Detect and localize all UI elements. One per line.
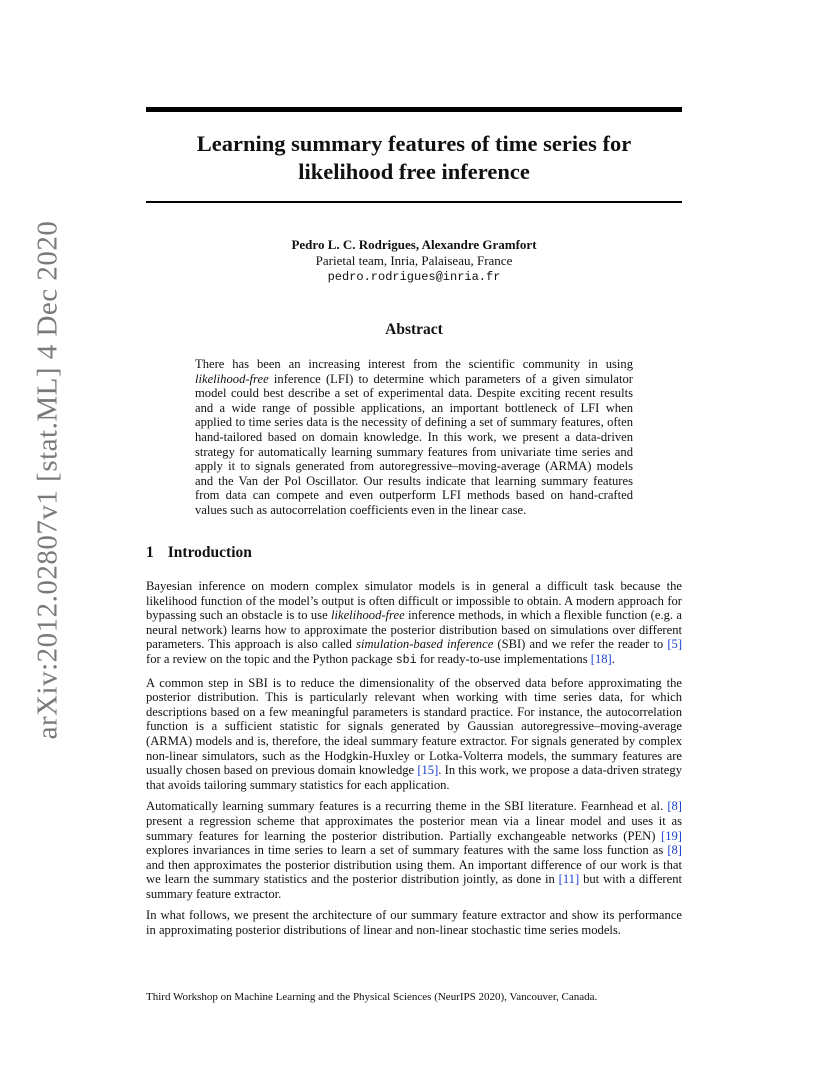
paper-title bbox=[146, 130, 682, 186]
p3-text: present a regression scheme that approximates the posterior mean via a linear model and uses it as summary features for learning the posterior distribution. Partially exchangeable networks (PEN) bbox=[146, 813, 682, 843]
p1-italic-term: likelihood-free bbox=[331, 608, 405, 623]
workshop-footnote: Third Workshop on Machine Learning and the Physical Sciences (NeurIPS 2020), Vancouver, Canada. bbox=[146, 991, 598, 1003]
section-heading-introduction bbox=[146, 544, 252, 562]
title-bottom-rule bbox=[146, 201, 682, 203]
p3-text: and then approximates the posterior distribution using them. An important difference of our work is that we learn the summary statistics and the posterior distribution jointly, as done in bbox=[146, 857, 682, 887]
abstract-body bbox=[195, 357, 633, 518]
citation-link[interactable]: [15] bbox=[417, 763, 439, 778]
author-affiliation: Parietal team, Inria, Palaiseau, France bbox=[315, 253, 513, 268]
p4-text: In what follows, we present the architecture of our summary feature extractor and show its performance in approximating posterior distributions of linear and non-linear stochastic time series models. bbox=[146, 908, 682, 938]
abstract-heading: Abstract bbox=[385, 321, 443, 338]
abstract-text-1: There has been an increasing interest from the scientific community in using bbox=[195, 357, 633, 371]
paragraph-2 bbox=[146, 676, 682, 793]
p2-text: A common step in SBI is to reduce the dimensionality of the observed data before approximating the posterior distribution. This is particularly relevant when working with time series data, for which descriptions based on a few meaningful parameters is standard practice. For instance, the autocorrelation function is a sufficient statistic for signals generated by Gaussian autoregressive–moving-average (ARMA) models and is, therefore, the ideal summary feature extractor. For signals generated by complex non-linear simulators, such as the Hodgkin-Huxley or Lotka-Volterra models, the summary features are usually chosen based on previous domain knowledge bbox=[146, 675, 682, 778]
title-line-1: Learning summary features of time series for bbox=[196, 131, 632, 156]
author-block bbox=[146, 237, 682, 285]
author-email[interactable]: pedro.rodrigues@inria.fr bbox=[327, 270, 501, 284]
p1-italic-term: simulation-based inference bbox=[356, 637, 494, 652]
citation-link[interactable]: [18] bbox=[590, 651, 612, 666]
citation-link[interactable]: [5] bbox=[667, 637, 683, 652]
section-title: Introduction bbox=[167, 544, 252, 561]
section-number: 1 bbox=[146, 544, 154, 561]
p3-text: explores invariances in time series to learn a set of summary features with the same loss function as bbox=[146, 843, 668, 858]
p1-text: Bayesian inference on modern complex simulator models is in general a difficult task because the likelihood function of the model’s output is often difficult or impossible to obtain. A modern approach for bypassing such an obstacle is to use bbox=[146, 579, 682, 623]
citation-link[interactable]: [19] bbox=[661, 828, 682, 843]
p1-text: . bbox=[611, 651, 615, 666]
p1-text: for ready-to-use implementations bbox=[416, 651, 591, 666]
paragraph-1 bbox=[146, 579, 682, 669]
p3-text: Automatically learning summary features is a recurring theme in the SBI literature. Fearnhead et al. bbox=[146, 799, 668, 814]
title-line-2: likelihood free inference bbox=[298, 159, 530, 184]
p1-text: for a review on the topic and the Python package bbox=[146, 651, 396, 666]
p3-text: but with a different summary feature extractor. bbox=[146, 872, 682, 901]
paragraph-3 bbox=[146, 799, 682, 901]
arxiv-sidebar-stamp: arXiv:2012.02807v1 [stat.ML] 4 Dec 2020 bbox=[31, 220, 64, 740]
p1-code-sbi: sbi bbox=[395, 653, 417, 667]
p2-text: . In this work, we propose a data-driven strategy that avoids tailoring summary statistics for each application. bbox=[146, 763, 682, 792]
author-names: Pedro L. C. Rodrigues, Alexandre Gramfort bbox=[291, 237, 537, 252]
citation-link[interactable]: [8] bbox=[667, 843, 682, 858]
citation-link[interactable]: [8] bbox=[667, 799, 682, 814]
title-top-rule bbox=[146, 107, 682, 112]
abstract-text-italic: likelihood-free bbox=[195, 371, 269, 386]
p1-text: (SBI) and we refer the reader to bbox=[493, 637, 668, 652]
paragraph-4 bbox=[146, 908, 682, 937]
citation-link[interactable]: [11] bbox=[558, 872, 580, 887]
abstract-text-2: inference (LFI) to determine which parameters of a given simulator model could best describe a set of experimental data. Despite exciting recent results and a wide range of possible applications, an important bottleneck of LFI when applied to time series data is the necessity of defining a set of summary features, often hand-tailored based on domain knowledge. In this work, we present a data-driven strategy for automatically learning summary features from univariate time series and apply it to signals generated from autoregressive–moving-average (ARMA) models and the Van der Pol Oscillator. Our results indicate that learning summary features from data can compete and even outperform LFI methods based on hand-crafted values such as autocorrelation coefficients even in the linear case. bbox=[195, 371, 633, 517]
p1-text: inference methods, in which a flexible function (e.g. a neural network) learns how to approximate the posterior distribution based on simulations over different parameters. This approach is also called bbox=[146, 608, 682, 652]
introduction-body bbox=[146, 579, 682, 945]
